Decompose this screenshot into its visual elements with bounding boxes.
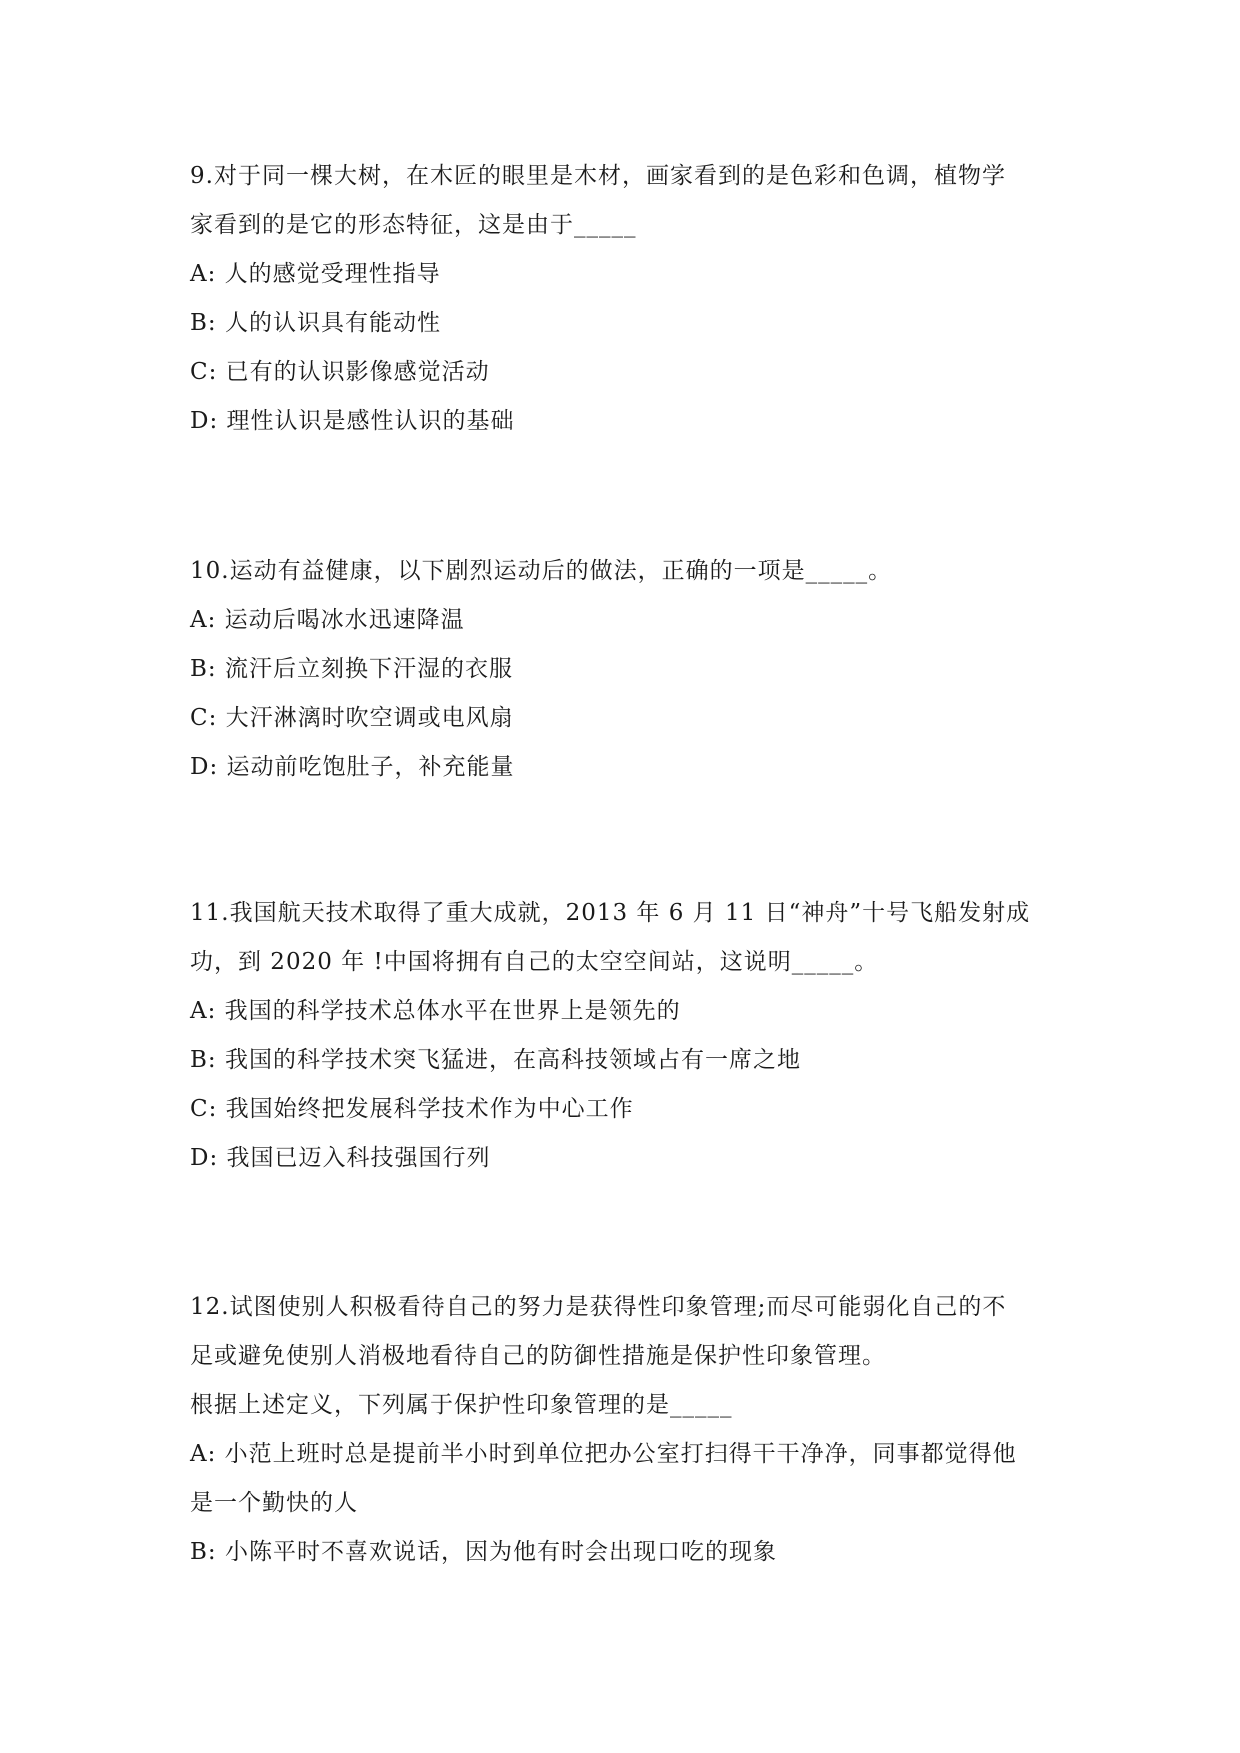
- question-11: [190, 889, 1070, 1183]
- question-stem-line: 足或避免使别人消极地看待自己的防御性措施是保护性印象管理。: [190, 1343, 886, 1369]
- option-a: A: 人的感觉受理性指导: [190, 261, 441, 287]
- option-c: C: 已有的认识影像感觉活动: [190, 359, 490, 385]
- question-stem-line: 10.运动有益健康，以下剧烈运动后的做法，正确的一项是_____。: [190, 558, 893, 584]
- question-stem-line: 功，到 2020 年 !中国将拥有自己的太空空间站，这说明_____。: [190, 949, 879, 975]
- question-stem-line: 12.试图使别人积极看待自己的努力是获得性印象管理;而尽可能弱化自己的不: [190, 1294, 1007, 1320]
- question-stem-line: 家看到的是它的形态特征，这是由于_____: [190, 212, 637, 238]
- option-b: B: 人的认识具有能动性: [190, 310, 441, 336]
- option-b: B: 小陈平时不喜欢说话，因为他有时会出现口吃的现象: [190, 1539, 777, 1565]
- option-c: C: 我国始终把发展科学技术作为中心工作: [190, 1096, 634, 1122]
- option-a: A: 运动后喝冰水迅速降温: [190, 607, 465, 633]
- question-10: [190, 547, 1070, 792]
- option-b: B: 流汗后立刻换下汗湿的衣服: [190, 656, 513, 682]
- option-d: D: 我国已迈入科技强国行列: [190, 1145, 491, 1171]
- option-c: C: 大汗淋漓时吹空调或电风扇: [190, 705, 514, 731]
- question-9: [190, 152, 1070, 446]
- option-b: B: 我国的科学技术突飞猛进，在高科技领域占有一席之地: [190, 1047, 801, 1073]
- question-stem-line: 根据上述定义，下列属于保护性印象管理的是_____: [190, 1392, 733, 1418]
- option-d: D: 运动前吃饱肚子，补充能量: [190, 754, 515, 780]
- option-d: D: 理性认识是感性认识的基础: [190, 408, 515, 434]
- option-a: A: 我国的科学技术总体水平在世界上是领先的: [190, 998, 681, 1024]
- question-12: [190, 1283, 1070, 1577]
- question-stem-line: 9.对于同一棵大树，在木匠的眼里是木材，画家看到的是色彩和色调，植物学: [190, 163, 1006, 189]
- option-a-continuation: 是一个勤快的人: [190, 1490, 358, 1516]
- question-stem-line: 11.我国航天技术取得了重大成就，2013 年 6 月 11 日“神舟”十号飞船发射成: [190, 900, 1031, 926]
- option-a: A: 小范上班时总是提前半小时到单位把办公室打扫得干干净净，同事都觉得他: [190, 1441, 1017, 1467]
